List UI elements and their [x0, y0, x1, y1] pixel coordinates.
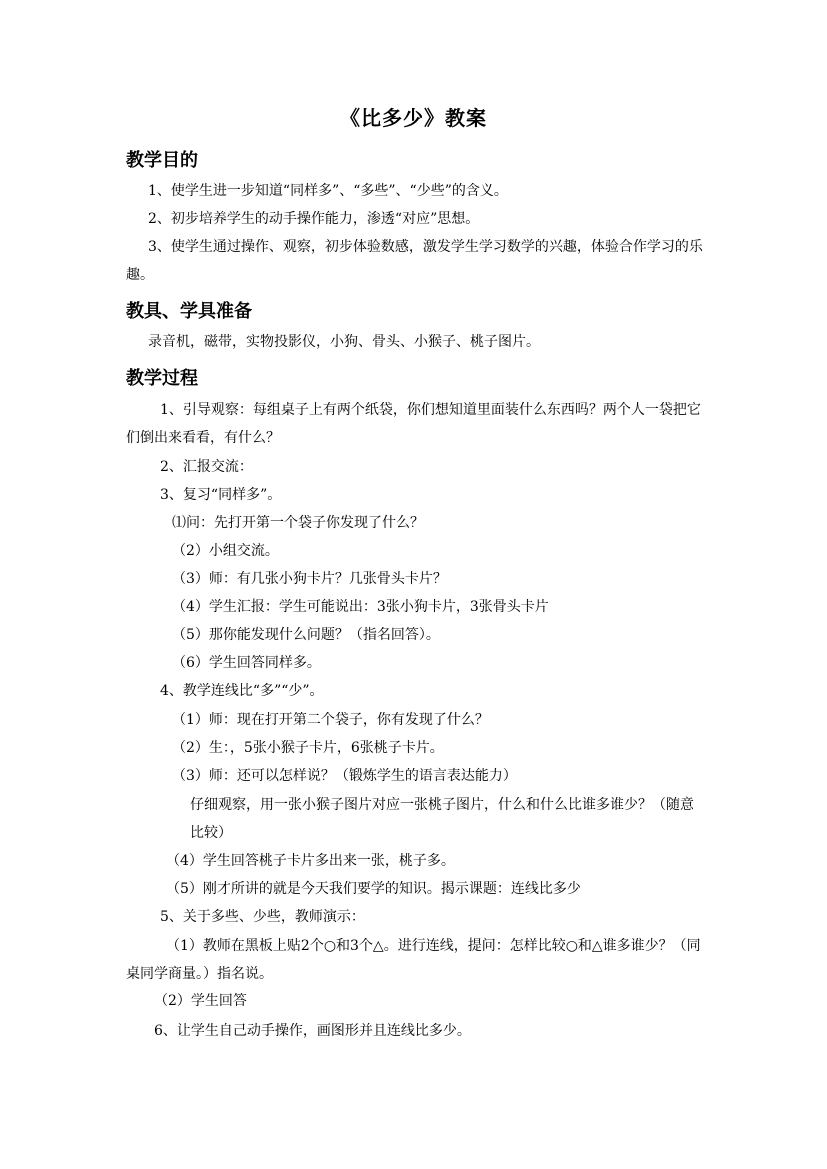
step3-item-5: （5）那你能发现什么问题？（指名回答）。 — [172, 627, 440, 643]
step4-item-3: （3）师：还可以怎样说？（锻炼学生的语言表达能力） — [172, 768, 517, 784]
process-step-1: 1、引导观察：每组桌子上有两个纸袋，你们想知道里面装什么东西吗？两个人一袋把它们倒出来看看，有什么？ — [126, 402, 701, 446]
heading-materials: 教具、学具准备 — [126, 301, 252, 322]
step5-item-2: （2）学生回答 — [154, 993, 247, 1009]
objective-item-2: 2、初步培养学生的动手操作能力，渗透“对应”思想。 — [148, 211, 480, 227]
step3-item-4: （4）学生汇报：学生可能说出：3张小狗卡片，3张骨头卡片 — [172, 599, 549, 615]
process-step-2: 2、汇报交流： — [160, 459, 253, 475]
step4-item-4: （4）学生回答桃子卡片多出来一张，桃子多。 — [166, 853, 455, 869]
step4-item-1: （1）师：现在打开第二个袋子，你有发现了什么？ — [172, 712, 489, 728]
step3-item-6: （6）学生回答同样多。 — [172, 655, 321, 671]
heading-objectives: 教学目的 — [126, 150, 198, 171]
process-step-3: 3、复习“同样多”。 — [160, 487, 282, 503]
step5-item-1: （1）教师在黑板上贴2个○和3个△。进行连线，提问：怎样比较○和△谁多谁少？（同桌同学商量。）指名说。 — [126, 938, 701, 982]
objective-item-1: 1、使学生进一步知道“同样多”、“多些”、“少些”的含义。 — [148, 183, 508, 199]
step3-item-1: ⑴问：先打开第一个袋子你发现了什么？ — [172, 515, 424, 531]
step3-item-3: （3）师：有几张小狗卡片？几张骨头卡片？ — [172, 571, 447, 587]
step3-item-2: （2）小组交流。 — [172, 543, 279, 559]
step4-item-5: （5）刚才所讲的就是今天我们要学的知识。揭示课题：连线比多少 — [166, 881, 581, 897]
process-step-4: 4、教学连线比“多”“少”。 — [160, 683, 324, 699]
document-title: 《比多少》教案 — [340, 106, 487, 130]
step4-detail: 仔细观察，用一张小猴子图片对应一张桃子图片，什么和什么比谁多谁少？（随意比较） — [190, 797, 694, 841]
process-step-6: 6、让学生自己动手操作，画图形并且连线比多少。 — [154, 1023, 471, 1039]
process-step-5: 5、关于多些、少些，教师演示： — [160, 909, 365, 925]
step4-item-2: （2）生：，5张小猴子卡片，6张桃子卡片。 — [172, 740, 444, 756]
heading-process: 教学过程 — [126, 368, 198, 389]
objective-item-3: 3、使学生通过操作、观察，初步体验数感，激发学生学习数学的兴趣，体验合作学习的乐趣。 — [126, 239, 703, 283]
materials-text: 录音机，磁带，实物投影仪，小狗、骨头、小猴子、桃子图片。 — [148, 334, 540, 350]
